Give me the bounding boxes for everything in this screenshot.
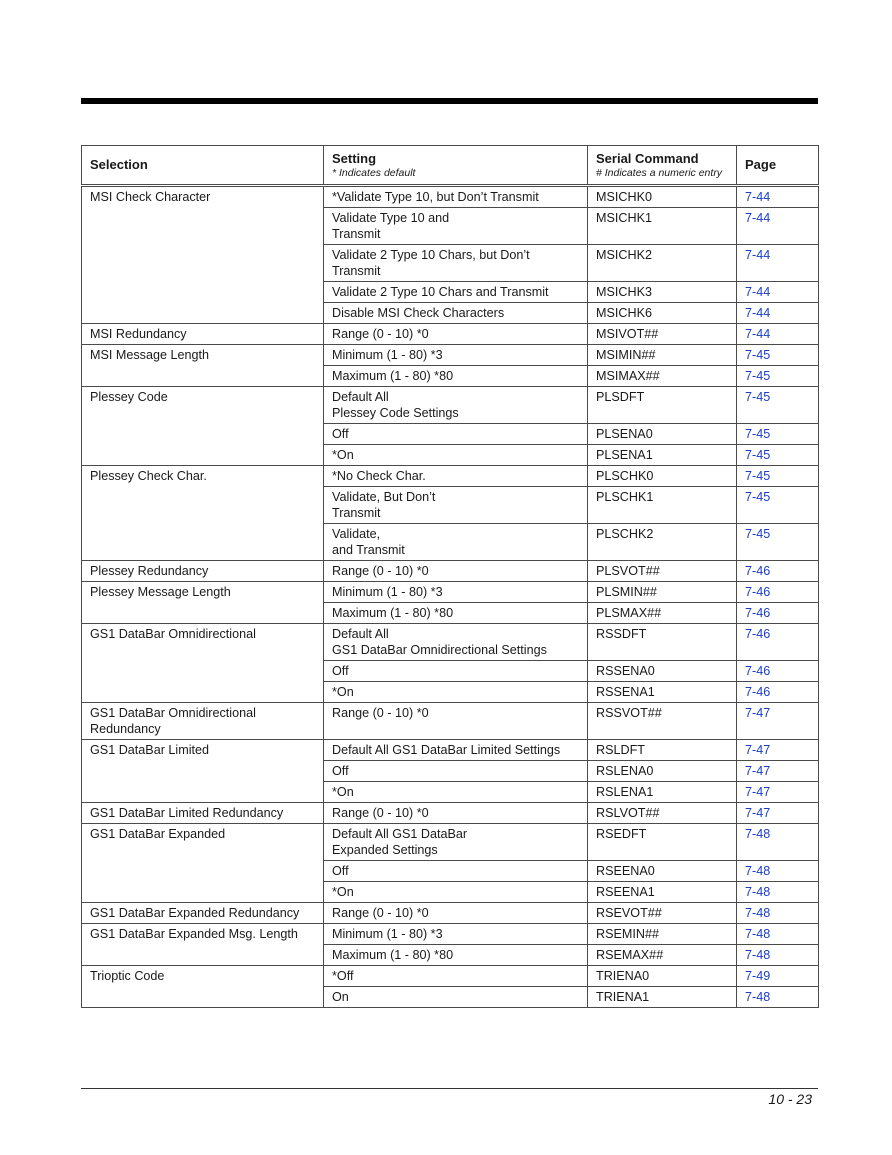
serial-command-cell: PLSCHK2 [588, 524, 737, 561]
top-rule [81, 98, 818, 104]
serial-command-cell: MSIMAX## [588, 366, 737, 387]
serial-command-cell: PLSMAX## [588, 603, 737, 624]
page-link[interactable]: 7-46 [737, 661, 819, 682]
settings-table-container [81, 145, 818, 1008]
table-row [82, 624, 819, 661]
setting-cell: Validate Type 10 and Transmit [324, 208, 588, 245]
serial-command-cell: MSICHK2 [588, 245, 737, 282]
serial-command-cell: RSLENA1 [588, 782, 737, 803]
page-link[interactable]: 7-46 [737, 582, 819, 603]
serial-command-cell: MSICHK6 [588, 303, 737, 324]
setting-cell: Validate 2 Type 10 Chars, but Don’t Transmit [324, 245, 588, 282]
serial-command-cell: MSICHK0 [588, 186, 737, 208]
selection-cell: GS1 DataBar Expanded Msg. Length [82, 924, 324, 966]
header-serial-label: Serial Command [596, 150, 699, 166]
serial-command-cell: PLSCHK0 [588, 466, 737, 487]
header-serial-note: # Indicates a numeric entry [596, 166, 723, 179]
serial-command-cell: PLSENA0 [588, 424, 737, 445]
table-row [82, 186, 819, 208]
setting-cell: Maximum (1 - 80) *80 [324, 945, 588, 966]
setting-cell: *Validate Type 10, but Don’t Transmit [324, 186, 588, 208]
setting-cell: Maximum (1 - 80) *80 [324, 603, 588, 624]
table-header [82, 146, 819, 186]
setting-cell: Validate, and Transmit [324, 524, 588, 561]
setting-cell: Minimum (1 - 80) *3 [324, 345, 588, 366]
table-row [82, 824, 819, 861]
setting-cell: Off [324, 861, 588, 882]
page-link[interactable]: 7-44 [737, 245, 819, 282]
page-number: 10 - 23 [768, 1091, 812, 1107]
serial-command-cell: RSSVOT## [588, 703, 737, 740]
selection-cell: Plessey Check Char. [82, 466, 324, 561]
setting-cell: Off [324, 661, 588, 682]
setting-cell: Default All GS1 DataBar Limited Settings [324, 740, 588, 761]
serial-command-cell: PLSENA1 [588, 445, 737, 466]
serial-command-cell: RSEENA0 [588, 861, 737, 882]
table-row [82, 561, 819, 582]
setting-cell: *On [324, 782, 588, 803]
setting-cell: Maximum (1 - 80) *80 [324, 366, 588, 387]
page-link[interactable]: 7-48 [737, 987, 819, 1008]
header-setting-label: Setting [332, 150, 377, 166]
page-link[interactable]: 7-48 [737, 824, 819, 861]
table-row [82, 387, 819, 424]
page-link[interactable]: 7-48 [737, 882, 819, 903]
page-link[interactable]: 7-46 [737, 682, 819, 703]
selection-cell: Plessey Redundancy [82, 561, 324, 582]
serial-command-cell: RSSENA1 [588, 682, 737, 703]
header-setting-note: * Indicates default [332, 166, 416, 179]
setting-cell: Minimum (1 - 80) *3 [324, 924, 588, 945]
page-link[interactable]: 7-44 [737, 303, 819, 324]
page-link[interactable]: 7-46 [737, 603, 819, 624]
page-link[interactable]: 7-48 [737, 945, 819, 966]
selection-cell: GS1 DataBar Limited [82, 740, 324, 803]
setting-cell: On [324, 987, 588, 1008]
table-row [82, 466, 819, 487]
selection-cell: GS1 DataBar Omnidirectional Redundancy [82, 703, 324, 740]
selection-cell: Plessey Message Length [82, 582, 324, 624]
setting-cell: Range (0 - 10) *0 [324, 803, 588, 824]
serial-command-cell: RSEMIN## [588, 924, 737, 945]
page-link[interactable]: 7-46 [737, 624, 819, 661]
table-body [82, 186, 819, 1008]
selection-cell: Plessey Code [82, 387, 324, 466]
page-link[interactable]: 7-44 [737, 208, 819, 245]
setting-cell: Minimum (1 - 80) *3 [324, 582, 588, 603]
table-row [82, 924, 819, 945]
footer-rule [81, 1088, 818, 1089]
setting-cell: Range (0 - 10) *0 [324, 903, 588, 924]
serial-command-cell: PLSMIN## [588, 582, 737, 603]
serial-command-cell: MSIVOT## [588, 324, 737, 345]
setting-cell: *On [324, 882, 588, 903]
header-serial-command [588, 146, 737, 186]
serial-command-cell: MSICHK1 [588, 208, 737, 245]
setting-cell: Range (0 - 10) *0 [324, 561, 588, 582]
setting-cell: Range (0 - 10) *0 [324, 703, 588, 740]
serial-command-cell: RSEDFT [588, 824, 737, 861]
page-link[interactable]: 7-45 [737, 445, 819, 466]
selection-cell: GS1 DataBar Omnidirectional [82, 624, 324, 703]
page-link[interactable]: 7-48 [737, 861, 819, 882]
page-link[interactable]: 7-49 [737, 966, 819, 987]
page-link[interactable]: 7-46 [737, 561, 819, 582]
serial-command-cell: RSSENA0 [588, 661, 737, 682]
page-link[interactable]: 7-45 [737, 487, 819, 524]
selection-cell: Trioptic Code [82, 966, 324, 1008]
serial-command-cell: RSEVOT## [588, 903, 737, 924]
serial-command-cell: MSIMIN## [588, 345, 737, 366]
header-row [82, 146, 819, 186]
setting-cell: *Off [324, 966, 588, 987]
setting-cell: Range (0 - 10) *0 [324, 324, 588, 345]
header-setting [324, 146, 588, 186]
header-selection [82, 146, 324, 186]
selection-cell: GS1 DataBar Expanded [82, 824, 324, 903]
selection-cell: MSI Message Length [82, 345, 324, 387]
header-page [737, 146, 819, 186]
page-link[interactable]: 7-45 [737, 424, 819, 445]
setting-cell: Default All GS1 DataBar Omnidirectional Settings [324, 624, 588, 661]
setting-cell: Disable MSI Check Characters [324, 303, 588, 324]
page-link[interactable]: 7-44 [737, 186, 819, 208]
selection-cell: GS1 DataBar Expanded Redundancy [82, 903, 324, 924]
setting-cell: Off [324, 424, 588, 445]
table-row [82, 803, 819, 824]
serial-command-cell: RSLDFT [588, 740, 737, 761]
serial-command-cell: TRIENA0 [588, 966, 737, 987]
header-page-label: Page [745, 157, 777, 172]
table-row [82, 345, 819, 366]
setting-cell: Validate 2 Type 10 Chars and Transmit [324, 282, 588, 303]
table-row [82, 324, 819, 345]
setting-cell: *On [324, 445, 588, 466]
serial-command-cell: PLSCHK1 [588, 487, 737, 524]
setting-cell: Validate, But Don’t Transmit [324, 487, 588, 524]
setting-cell: *On [324, 682, 588, 703]
page-link[interactable]: 7-45 [737, 345, 819, 366]
setting-cell: *No Check Char. [324, 466, 588, 487]
selection-cell: GS1 DataBar Limited Redundancy [82, 803, 324, 824]
table-row [82, 703, 819, 740]
serial-command-cell: PLSDFT [588, 387, 737, 424]
table-row [82, 582, 819, 603]
page-link[interactable]: 7-45 [737, 387, 819, 424]
table-row [82, 740, 819, 761]
page-link[interactable]: 7-48 [737, 903, 819, 924]
page-link[interactable]: 7-44 [737, 282, 819, 303]
setting-cell: Default All Plessey Code Settings [324, 387, 588, 424]
selection-cell: MSI Check Character [82, 186, 324, 324]
serial-command-cell: RSEENA1 [588, 882, 737, 903]
table-row [82, 966, 819, 987]
serial-command-cell: TRIENA1 [588, 987, 737, 1008]
page-link[interactable]: 7-44 [737, 324, 819, 345]
page-link[interactable]: 7-48 [737, 924, 819, 945]
page-link[interactable]: 7-47 [737, 740, 819, 761]
setting-cell: Default All GS1 DataBar Expanded Settings [324, 824, 588, 861]
page-link[interactable]: 7-47 [737, 803, 819, 824]
setting-cell: Off [324, 761, 588, 782]
page-link[interactable]: 7-47 [737, 761, 819, 782]
serial-command-cell: RSEMAX## [588, 945, 737, 966]
serial-command-cell: RSLVOT## [588, 803, 737, 824]
header-selection-label: Selection [90, 157, 148, 172]
page-link[interactable]: 7-45 [737, 366, 819, 387]
page-link[interactable]: 7-45 [737, 524, 819, 561]
table-row [82, 903, 819, 924]
page-link[interactable]: 7-45 [737, 466, 819, 487]
serial-command-cell: RSSDFT [588, 624, 737, 661]
serial-command-cell: MSICHK3 [588, 282, 737, 303]
page-link[interactable]: 7-47 [737, 782, 819, 803]
selection-cell: MSI Redundancy [82, 324, 324, 345]
serial-command-cell: RSLENA0 [588, 761, 737, 782]
settings-table [81, 145, 819, 1008]
page-link[interactable]: 7-47 [737, 703, 819, 740]
serial-command-cell: PLSVOT## [588, 561, 737, 582]
